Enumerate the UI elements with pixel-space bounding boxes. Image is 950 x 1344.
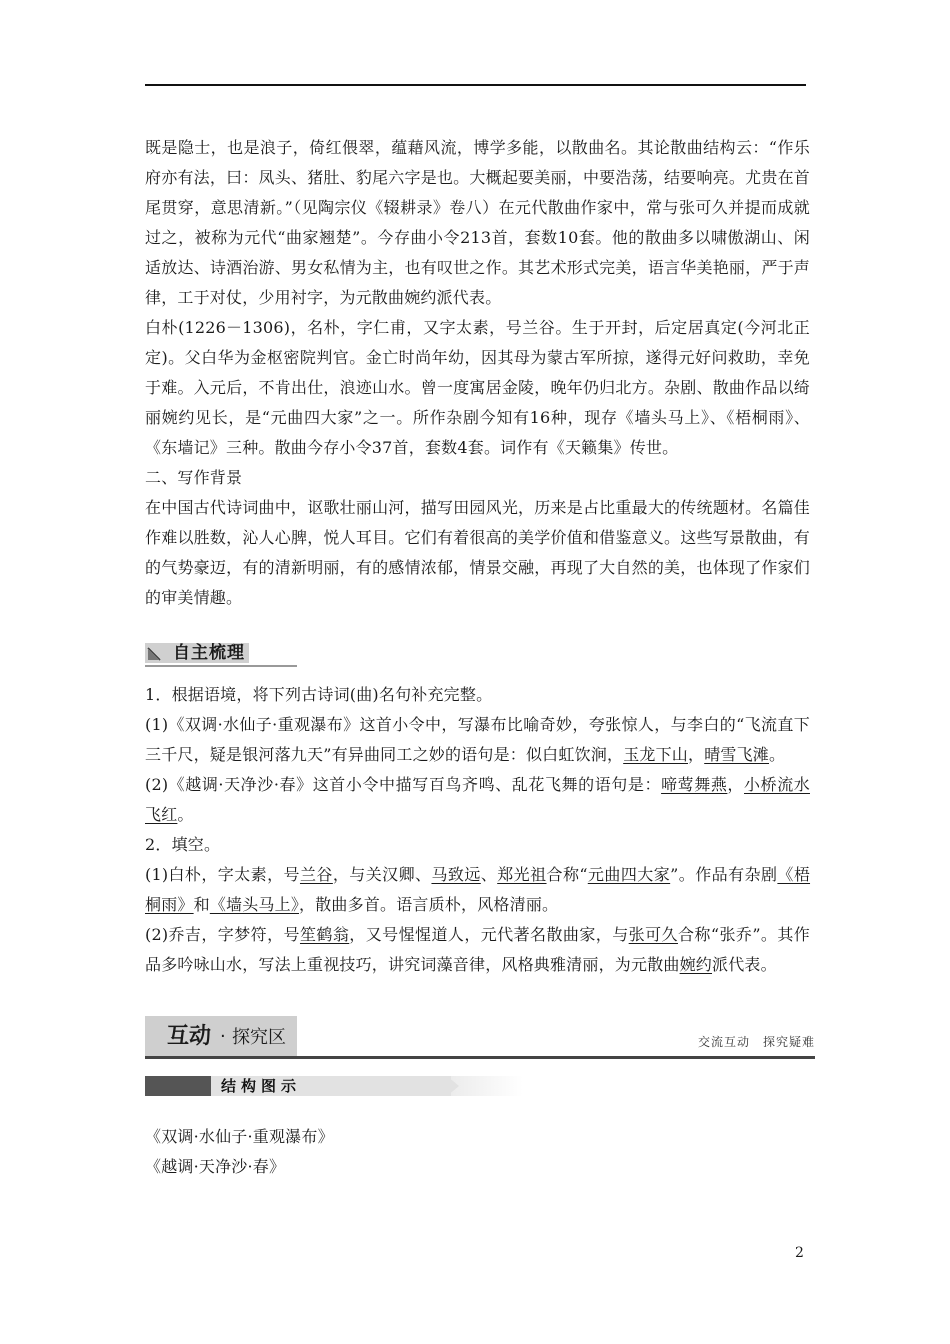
answer-blank: 笙鹤翁 — [299, 925, 350, 944]
structure-header-fade — [451, 1076, 523, 1096]
interactive-zone-title: 互动 — [167, 1024, 212, 1049]
answer-blank: 《墙头马上》 — [209, 895, 300, 914]
question-1-heading: 1．根据语境，将下列古诗词(曲)名句补充完整。 — [145, 685, 493, 704]
interactive-zone-rule — [145, 1056, 815, 1059]
self-study-title: 自主梳理 — [173, 643, 245, 663]
answer-blank: 郑光祖 — [497, 865, 547, 884]
answer-blank: 婉约 — [679, 955, 713, 974]
self-study-header — [145, 641, 297, 667]
answer-blank: 马致远 — [431, 865, 481, 884]
self-study-header-rule — [145, 665, 297, 667]
intro-paragraph-1: 既是隐士，也是浪子，倚红偎翠，蕴藉风流，博学多能，以散曲名。其论散曲结构云：“作乐府亦有法，曰：凤头、猪肚、豹尾六字是也。大概起要美丽，中要浩荡，结要响亮。尤贵在首尾贯穿，意思清新。”（见陶宗仪《辍耕录》卷八）在元代散曲作家中，常与张可久并提而成就过之，被称为元代“曲家翘楚”。今存曲小令213首，套数10套。他的散曲多以啸傲湖山、闲适放达、诗酒治游、男女私情为主，也有叹世之作。其艺术形式完美，语言华美艳丽，严于声律，工于对仗，少用衬字，为元散曲婉约派代表。 — [145, 138, 810, 307]
intro-paragraph-2: 白朴(1226－1306)，名朴，字仁甫，又字太素，号兰谷。生于开封，后定居真定(今河北正定)。父白华为金枢密院判官。金亡时尚年幼，因其母为蒙古军所掠，遂得元好问救助，幸免于难。入元后，不肯出仕，浪迹山水。曾一度寓居金陵，晚年仍归北方。杂剧、散曲作品以绮丽婉约见长，是“元曲四大家”之一。所作杂剧今知有16种，现存《墙头马上》、《梧桐雨》、《东墙记》三种。散曲今存小令37首，套数4套。词作有《天籁集》传世。 — [145, 318, 810, 457]
question-2-item-1: (1)白朴，字太素，号兰谷，与关汉卿、马致远、郑光祖合称“元曲四大家”。作品有杂剧《梧桐雨》和《墙头马上》，散曲多首。语言质朴，风格清丽。 — [145, 865, 811, 914]
question-2-heading: 2．填空。 — [145, 835, 221, 854]
structure-list — [145, 1122, 810, 1182]
page-number: 2 — [795, 1245, 804, 1261]
header-rule — [145, 84, 806, 86]
question-2-item-2: (2)乔吉，字梦符，号笙鹤翁，又号惺惺道人，元代著名散曲家，与张可久合称“张乔”。其作品多吟咏山水，写法上重视技巧，讲究词藻音律，风格典雅清丽，为元散曲婉约派代表。 — [145, 925, 810, 974]
structure-diagram-header — [145, 1076, 523, 1096]
interactive-zone-tagline: 交流互动 探究疑难 — [697, 1035, 815, 1049]
question-1-item-1: (1)《双调·水仙子·重观瀑布》这首小令中，写瀑布比喻奇妙，夸张惊人，与李白的“飞流直下三千尺，疑是银河落九天”有异曲同工之妙的语句是：似白虹饮涧，玉龙下山，晴雪飞滩。 — [145, 715, 810, 764]
interactive-zone-subtitle: 探究区 — [232, 1027, 286, 1048]
corner-triangle-icon — [147, 647, 161, 661]
writing-background-heading: 二、写作背景 — [145, 468, 243, 487]
intro-paragraph-3: 在中国古代诗词曲中，讴歌壮丽山河，描写田园风光，历来是占比重最大的传统题材。名篇佳作难以胜数，沁人心脾，悦人耳目。它们有着很高的美学价值和借鉴意义。这些写景散曲，有的气势豪迈，有的清新明丽，有的感情浓郁，情景交融，再现了大自然的美，也体现了作家们的审美情趣。 — [145, 498, 810, 607]
answer-blank: 《梧桐雨》 — [145, 865, 811, 914]
structure-header-dark-bar — [145, 1076, 211, 1096]
structure-diagram-title: 结构图示 — [221, 1077, 302, 1095]
answer-blank: 兰谷 — [299, 865, 333, 884]
self-study-section — [145, 680, 810, 980]
answer-blank: 元曲四大家 — [587, 865, 671, 884]
interactive-zone-header — [145, 1016, 815, 1060]
answer-blank: 玉龙下山 — [623, 745, 688, 764]
chevron-right-icon — [447, 1076, 459, 1096]
question-1-item-2: (2)《越调·天净沙·春》这首小令中描写百鸟齐鸣、乱花飞舞的语句是：啼莺舞燕，小桥流水飞红。 — [145, 775, 810, 824]
answer-blank: 晴雪飞滩 — [704, 745, 770, 764]
answer-blank: 啼莺舞燕 — [661, 775, 728, 794]
structure-item: 《双调·水仙子·重观瀑布》 — [145, 1127, 334, 1146]
structure-item: 《越调·天净沙·春》 — [145, 1157, 286, 1176]
interactive-zone-dot: · — [220, 1026, 226, 1047]
intro-section — [145, 133, 810, 613]
answer-blank: 小桥流水飞红 — [145, 775, 810, 824]
answer-blank: 张可久 — [628, 925, 678, 944]
